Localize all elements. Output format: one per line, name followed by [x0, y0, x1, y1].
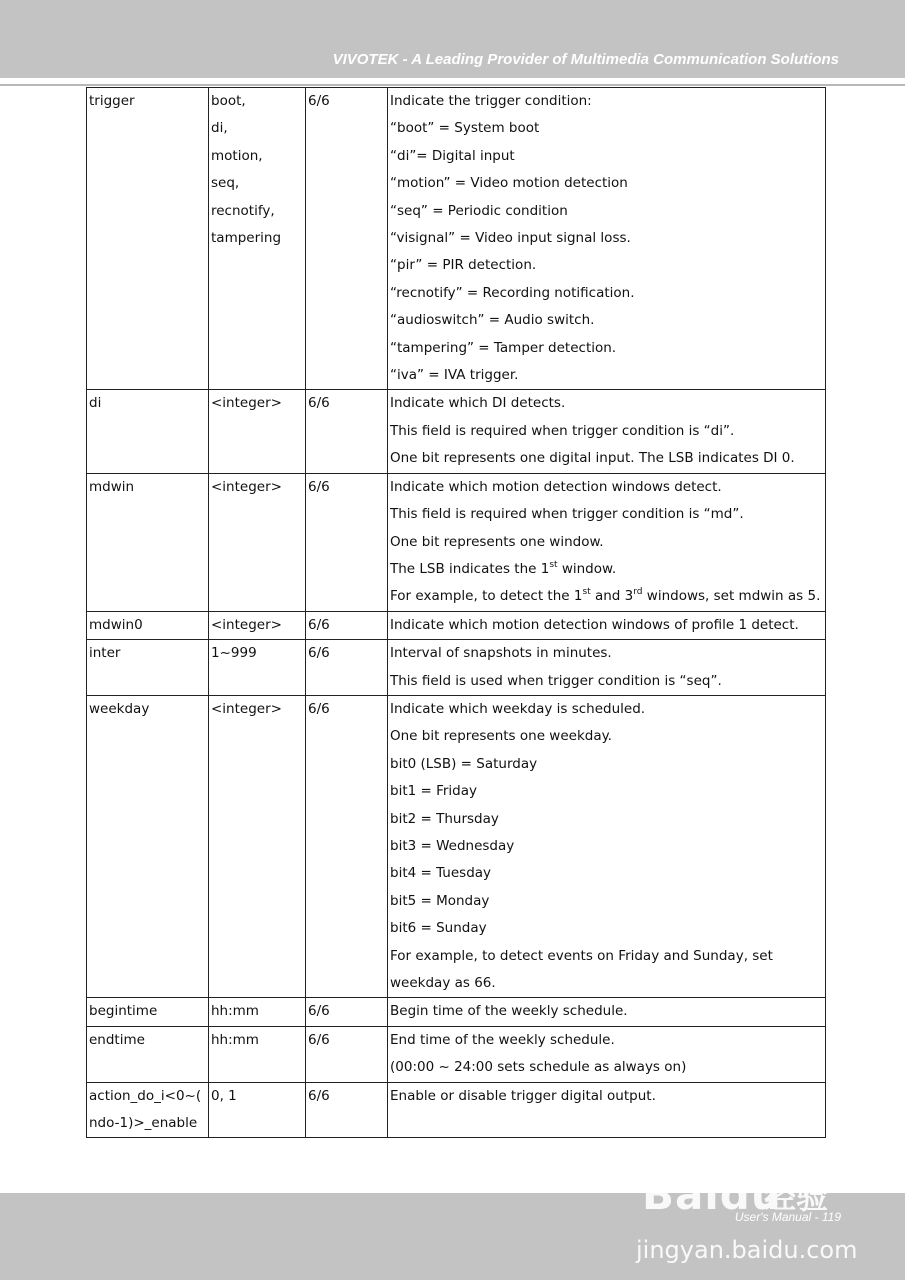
param-security: 6/6	[306, 390, 388, 473]
desc-line: “boot” = System boot	[390, 120, 540, 137]
desc-line: “visignal” = Video input signal loss.	[390, 230, 631, 247]
desc-line: “audioswitch” = Audio switch.	[390, 312, 595, 329]
desc-line: “tampering” = Tamper detection.	[390, 339, 617, 356]
desc-line: Enable or disable trigger digital output.	[390, 1087, 656, 1104]
name-line: action_do_i<0~(	[89, 1087, 202, 1104]
param-value: hh:mm	[209, 998, 306, 1026]
desc-text: and 3	[590, 588, 634, 605]
desc-line: “iva” = IVA trigger.	[390, 367, 519, 384]
desc-line: Interval of snapshots in minutes.	[390, 645, 612, 662]
param-security: 6/6	[306, 998, 388, 1026]
desc-line	[390, 556, 823, 583]
param-security: 6/6	[306, 1026, 388, 1082]
desc-line: Indicate which motion detection windows detect.	[390, 478, 722, 495]
name-line: ndo-1)>_enable	[89, 1115, 198, 1132]
desc-line: bit0 (LSB) = Saturday	[390, 755, 538, 772]
param-description	[388, 1082, 826, 1138]
desc-line: Indicate the trigger condition:	[390, 93, 592, 109]
param-description	[388, 88, 826, 390]
table-row	[87, 611, 826, 639]
table-row	[87, 1082, 826, 1138]
param-description	[388, 1026, 826, 1082]
param-value: hh:mm	[209, 1026, 306, 1082]
param-value: 0, 1	[209, 1082, 306, 1138]
table-row	[87, 88, 826, 390]
param-security: 6/6	[306, 640, 388, 696]
desc-line: bit3 = Wednesday	[390, 837, 515, 854]
param-name: mdwin0	[87, 611, 209, 639]
desc-line: bit5 = Monday	[390, 892, 490, 909]
header-title: VIVOTEK - A Leading Provider of Multimedia Communication Solutions	[332, 51, 839, 68]
param-name	[87, 1082, 209, 1138]
desc-line: This field is required when trigger condition is “di”.	[390, 422, 735, 439]
table-row	[87, 640, 826, 696]
desc-line: One bit represents one window.	[390, 533, 604, 550]
superscript: st	[582, 587, 591, 598]
desc-line: “seq” = Periodic condition	[390, 202, 568, 219]
watermark	[636, 1142, 856, 1272]
desc-line: bit4 = Tuesday	[390, 865, 492, 882]
desc-text: For example, to detect the 1	[390, 588, 583, 605]
param-name: weekday	[87, 695, 209, 997]
watermark-logo: Baidu	[642, 1170, 782, 1219]
param-value: 1~999	[209, 640, 306, 696]
desc-line: This field is required when trigger condition is “md”.	[390, 506, 744, 523]
desc-text: The LSB indicates the 1	[390, 560, 550, 577]
value-line: motion,	[211, 147, 263, 164]
parameter-table	[86, 87, 826, 1138]
table-row	[87, 695, 826, 997]
param-value	[209, 88, 306, 390]
desc-line: Indicate which motion detection windows of profile 1 detect.	[390, 616, 799, 633]
page-number: User's Manual - 119	[734, 1210, 841, 1224]
param-description	[388, 390, 826, 473]
superscript: rd	[633, 587, 643, 598]
desc-line: bit1 = Friday	[390, 783, 478, 800]
table-row	[87, 998, 826, 1026]
desc-line: (00:00 ~ 24:00 sets schedule as always on)	[390, 1059, 687, 1076]
desc-line: bit6 = Sunday	[390, 920, 487, 937]
desc-line: “pir” = PIR detection.	[390, 257, 537, 274]
param-security: 6/6	[306, 88, 388, 390]
param-name: begintime	[87, 998, 209, 1026]
desc-line: End time of the weekly schedule.	[390, 1031, 615, 1048]
desc-line: Indicate which weekday is scheduled.	[390, 700, 646, 717]
param-name: trigger	[87, 88, 209, 390]
param-name: endtime	[87, 1026, 209, 1082]
desc-line: One bit represents one digital input. The LSB indicates DI 0.	[390, 450, 795, 467]
param-value: <integer>	[209, 695, 306, 997]
param-description	[388, 611, 826, 639]
desc-line: Indicate which DI detects.	[390, 395, 566, 412]
param-name: di	[87, 390, 209, 473]
table-row	[87, 1026, 826, 1082]
param-description	[388, 473, 826, 611]
param-description	[388, 998, 826, 1026]
desc-line: This field is used when trigger condition is “seq”.	[390, 672, 722, 689]
value-line: di,	[211, 120, 228, 137]
value-line: tampering	[211, 230, 282, 247]
desc-text: windows, set mdwin as 5.	[642, 588, 821, 605]
param-description	[388, 640, 826, 696]
desc-line: Begin time of the weekly schedule.	[390, 1003, 628, 1020]
desc-line	[390, 583, 823, 610]
param-security: 6/6	[306, 611, 388, 639]
watermark-cn: 经验	[764, 1178, 829, 1216]
param-security: 6/6	[306, 695, 388, 997]
param-value: <integer>	[209, 473, 306, 611]
table-row	[87, 390, 826, 473]
value-line: recnotify,	[211, 202, 275, 219]
watermark-url: jingyan.baidu.com	[636, 1236, 858, 1264]
desc-line: “di”= Digital input	[390, 147, 515, 164]
desc-line: For example, to detect events on Friday and Sunday, set	[390, 947, 773, 964]
param-description	[388, 695, 826, 997]
desc-line: “recnotify” = Recording notification.	[390, 284, 635, 301]
header-divider	[0, 84, 905, 86]
param-name: inter	[87, 640, 209, 696]
value-line: seq,	[211, 175, 240, 192]
param-security: 6/6	[306, 1082, 388, 1138]
desc-line: One bit represents one weekday.	[390, 728, 612, 745]
param-value: <integer>	[209, 611, 306, 639]
param-name: mdwin	[87, 473, 209, 611]
desc-line: weekday as 66.	[390, 975, 496, 991]
desc-line: bit2 = Thursday	[390, 810, 499, 827]
superscript: st	[549, 559, 558, 570]
table-row	[87, 473, 826, 611]
param-security: 6/6	[306, 473, 388, 611]
param-value: <integer>	[209, 390, 306, 473]
value-line: boot,	[211, 93, 246, 109]
desc-text: window.	[557, 560, 617, 577]
desc-line: “motion” = Video motion detection	[390, 175, 628, 192]
